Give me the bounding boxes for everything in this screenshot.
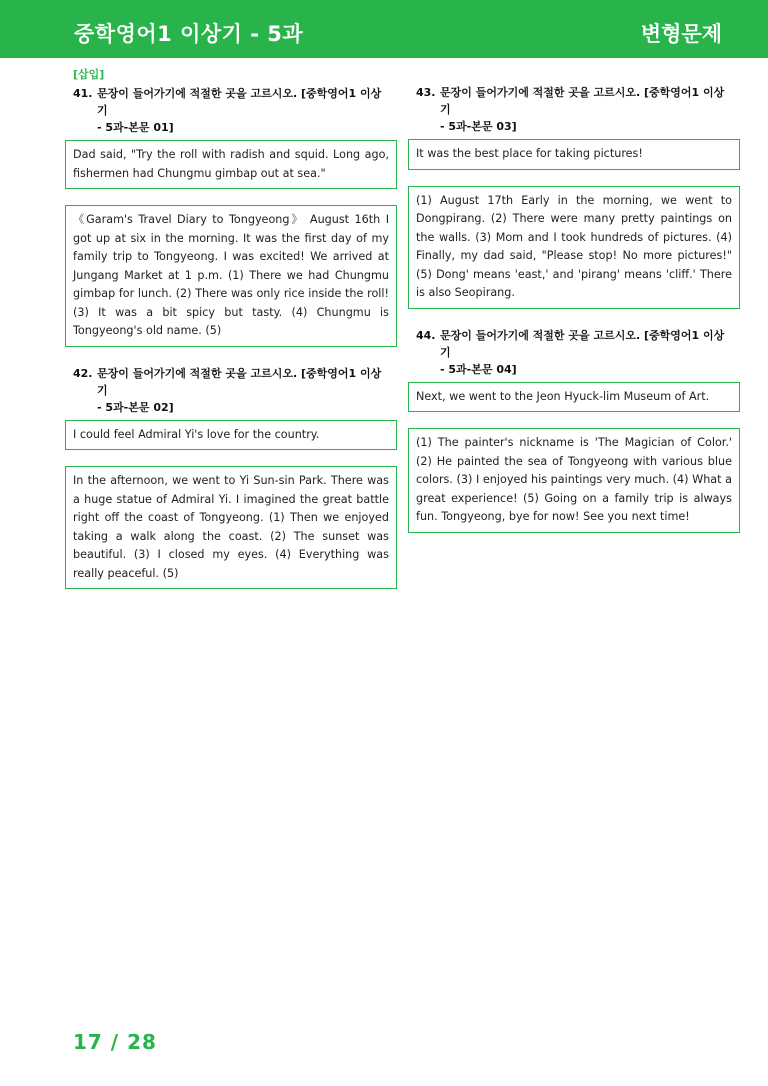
left-column	[65, 66, 397, 589]
question-source: - 5과-본문 03]	[440, 120, 517, 133]
question-source: - 5과-본문 02]	[97, 400, 174, 414]
question-header	[408, 327, 740, 378]
section-tag: [삽입]	[73, 68, 105, 81]
insert-sentence-box: Dad said, "Try the roll with radish and squid. Long ago, fishermen had Chungmu gimbap out at sea."	[65, 140, 397, 189]
document-title: 중학영어1 이상기 - 5과	[74, 22, 304, 46]
question-42	[65, 365, 397, 590]
question-43	[408, 84, 740, 309]
passage-box: 《Garam's Travel Diary to Tongyeong》 August 16th I got up at six in the morning. It was the first day of my family trip to Tongyeong. I was excited! We arrived at Jungang Market at 1 p.m. (1) There we had Chungmu gimbap for lunch. (2) There was only rice inside the roll! (3) It was a bit spicy but tasty. (4) Chungmu is Tongyeong's old name. (5)	[65, 205, 397, 347]
question-41	[65, 85, 397, 347]
question-prompt: 문장이 들어가기에 적절한 곳을 고르시오. [중학영어1 이상기	[97, 87, 382, 117]
question-prompt: 문장이 들어가기에 적절한 곳을 고르시오. [중학영어1 이상기	[97, 366, 382, 397]
question-source: - 5과-본문 04]	[440, 362, 517, 376]
question-number: 43.	[416, 86, 436, 99]
page-number: 17 / 28	[73, 1030, 157, 1054]
question-prompt: 문장이 들어가기에 적절한 곳을 고르시오. [중학영어1 이상기	[440, 86, 725, 116]
question-source: - 5과-본문 01]	[97, 121, 174, 134]
passage-box: (1) August 17th Early in the morning, we went to Dongpirang. (2) There were many pretty paintings on the walls. (3) Mom and I took hundreds of pictures. (4) Finally, my dad said, "Please stop! No more pictures!" (5) Dong' means 'east,' and 'pirang' means 'cliff.' There is also Seopirang.	[408, 186, 740, 309]
passage-box: (1) The painter's nickname is 'The Magician of Color.' (2) He painted the sea of Tongyeong with various blue colors. (3) I enjoyed his paintings very much. (4) What a great experience! (5) Going on a family trip is always fun. Tongyeong, bye for now! See you next time!	[408, 428, 740, 533]
page-header	[0, 0, 768, 58]
right-column	[408, 84, 740, 533]
insert-sentence-box: I could feel Admiral Yi's love for the country.	[65, 420, 397, 451]
question-number: 44.	[416, 328, 436, 342]
question-44	[408, 327, 740, 533]
question-number: 41.	[73, 87, 93, 100]
question-header	[65, 365, 397, 416]
insert-sentence-box: It was the best place for taking pictures!	[408, 139, 740, 170]
insert-sentence-box: Next, we went to the Jeon Hyuck-lim Museum of Art.	[408, 382, 740, 413]
document-category: 변형문제	[640, 22, 722, 46]
question-number: 42.	[73, 366, 93, 380]
question-header	[408, 84, 740, 135]
question-prompt: 문장이 들어가기에 적절한 곳을 고르시오. [중학영어1 이상기	[440, 328, 725, 359]
passage-box: In the afternoon, we went to Yi Sun-sin Park. There was a huge statue of Admiral Yi. I imagined the great battle right off the coast of Tongyeong. (1) Then we enjoyed taking a walk along the coast. (2) The sunset was beautiful. (3) I closed my eyes. (4) Everything was really peaceful. (5)	[65, 466, 397, 589]
question-header	[65, 85, 397, 136]
